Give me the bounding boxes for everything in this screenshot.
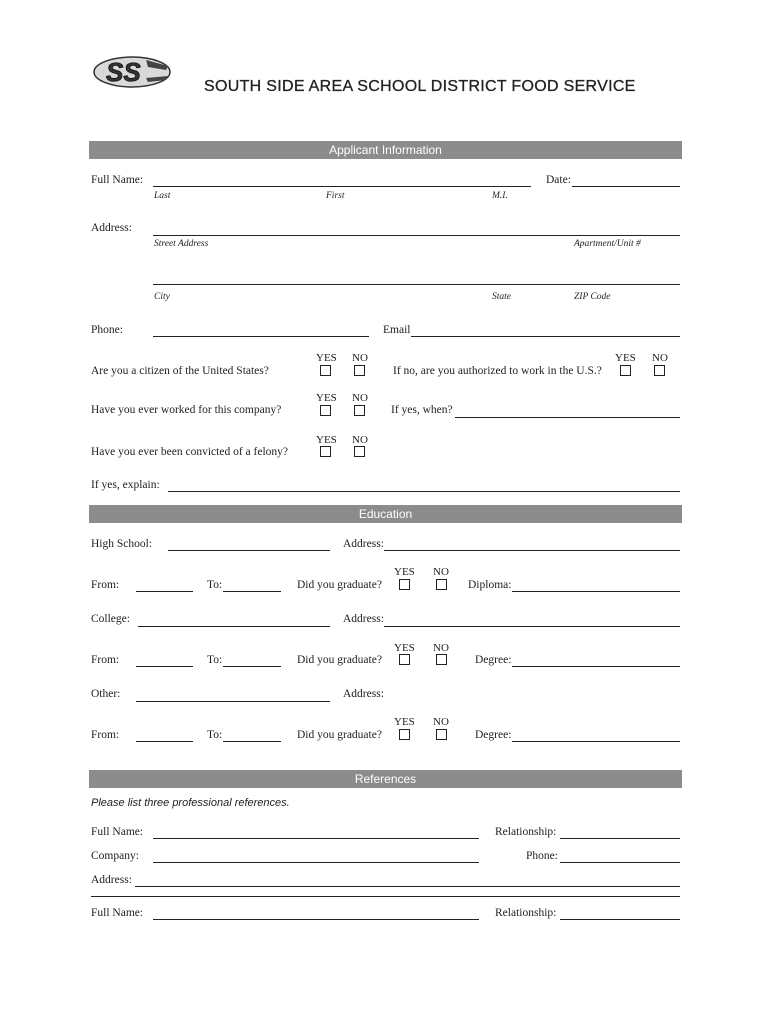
citizen-question: Are you a citizen of the United States?: [91, 365, 269, 377]
ref1-phone-field[interactable]: [560, 862, 680, 863]
college-address-label: Address:: [343, 613, 384, 625]
high-school-address-label: Address:: [343, 538, 384, 550]
ref1-phone-label: Phone:: [526, 850, 558, 862]
college-graduate-no-checkbox[interactable]: [436, 654, 447, 665]
college-to-label: To:: [207, 654, 223, 666]
authorized-no-label: NO: [652, 352, 668, 364]
felony-yes-checkbox[interactable]: [320, 446, 331, 457]
worked-no-checkbox[interactable]: [354, 405, 365, 416]
ref2-full-name-label: Full Name:: [91, 907, 144, 919]
ref2-full-name-field[interactable]: [153, 919, 479, 920]
date-field[interactable]: [572, 186, 680, 187]
ref1-full-name-field[interactable]: [153, 838, 479, 839]
college-graduate-yes-checkbox[interactable]: [399, 654, 410, 665]
last-name-caption: Last: [154, 191, 171, 201]
other-graduate-no-label: NO: [433, 716, 449, 728]
ref2-relationship-field[interactable]: [560, 919, 680, 920]
other-graduate-question: Did you graduate?: [297, 729, 382, 741]
other-label: Other:: [91, 688, 121, 700]
date-label: Date:: [546, 174, 571, 186]
college-from-field[interactable]: [136, 666, 193, 667]
high-school-address-field[interactable]: [384, 550, 680, 551]
worked-yes-checkbox[interactable]: [320, 405, 331, 416]
hs-from-label: From:: [91, 579, 120, 591]
citizen-no-checkbox[interactable]: [354, 365, 365, 376]
ref1-relationship-field[interactable]: [560, 838, 680, 839]
svg-text:SS: [106, 57, 141, 87]
hs-graduate-yes-label: YES: [394, 566, 415, 578]
address-label: Address:: [91, 222, 132, 234]
worked-when-field[interactable]: [455, 417, 680, 418]
other-to-label: To:: [207, 729, 223, 741]
worked-question: Have you ever worked for this company?: [91, 404, 282, 416]
other-graduate-yes-label: YES: [394, 716, 415, 728]
ref1-relationship-label: Relationship:: [495, 826, 557, 838]
street-address-caption: Street Address: [154, 239, 209, 249]
ref1-full-name-label: Full Name:: [91, 826, 144, 838]
other-degree-field[interactable]: [512, 741, 680, 742]
other-from-field[interactable]: [136, 741, 193, 742]
first-name-caption: First: [326, 191, 345, 201]
other-from-label: From:: [91, 729, 120, 741]
college-field[interactable]: [138, 626, 330, 627]
explain-field[interactable]: [168, 491, 680, 492]
college-label: College:: [91, 613, 130, 625]
other-degree-label: Degree:: [475, 729, 512, 741]
other-address-label: Address:: [343, 688, 384, 700]
college-graduate-question: Did you graduate?: [297, 654, 382, 666]
explain-label: If yes, explain:: [91, 479, 160, 491]
education-header: Education: [89, 505, 682, 523]
phone-label: Phone:: [91, 324, 123, 336]
college-degree-label: Degree:: [475, 654, 512, 666]
ref1-company-field[interactable]: [153, 862, 479, 863]
college-from-label: From:: [91, 654, 120, 666]
other-field[interactable]: [136, 701, 330, 702]
authorized-question: If no, are you authorized to work in the U.S.?: [393, 365, 602, 377]
other-graduate-no-checkbox[interactable]: [436, 729, 447, 740]
hs-graduate-no-checkbox[interactable]: [436, 579, 447, 590]
hs-graduate-no-label: NO: [433, 566, 449, 578]
high-school-field[interactable]: [168, 550, 330, 551]
phone-field[interactable]: [153, 336, 369, 337]
ref1-company-label: Company:: [91, 850, 139, 862]
ref1-address-label: Address:: [91, 874, 132, 886]
state-caption: State: [492, 292, 511, 302]
citizen-yes-checkbox[interactable]: [320, 365, 331, 376]
ref2-relationship-label: Relationship:: [495, 907, 557, 919]
full-name-label: Full Name:: [91, 174, 144, 186]
other-to-field[interactable]: [223, 741, 281, 742]
felony-yes-label: YES: [316, 434, 337, 446]
email-field[interactable]: [411, 336, 680, 337]
page-title: SOUTH SIDE AREA SCHOOL DISTRICT FOOD SERVICE: [204, 78, 636, 95]
references-note: Please list three professional references.: [91, 797, 290, 809]
ref1-address-field[interactable]: [135, 886, 680, 887]
college-address-field[interactable]: [384, 626, 680, 627]
college-degree-field[interactable]: [512, 666, 680, 667]
authorized-yes-label: YES: [615, 352, 636, 364]
applicant-information-header: Applicant Information: [89, 141, 682, 159]
city-caption: City: [154, 292, 170, 302]
zip-caption: ZIP Code: [574, 292, 611, 302]
hs-to-label: To:: [207, 579, 223, 591]
middle-initial-caption: M.I.: [492, 191, 508, 201]
full-name-field[interactable]: [153, 186, 531, 187]
hs-graduate-question: Did you graduate?: [297, 579, 382, 591]
college-graduate-yes-label: YES: [394, 642, 415, 654]
authorized-no-checkbox[interactable]: [654, 365, 665, 376]
worked-no-label: NO: [352, 392, 368, 404]
citizen-yes-label: YES: [316, 352, 337, 364]
felony-no-label: NO: [352, 434, 368, 446]
diploma-field[interactable]: [512, 591, 680, 592]
city-state-zip-field[interactable]: [153, 284, 680, 285]
felony-question: Have you ever been convicted of a felony?: [91, 446, 289, 458]
citizen-no-label: NO: [352, 352, 368, 364]
references-header: References: [89, 770, 682, 788]
ref1-divider: [91, 896, 680, 897]
apartment-caption: Apartment/Unit #: [574, 239, 641, 249]
street-address-field[interactable]: [153, 235, 680, 236]
other-graduate-yes-checkbox[interactable]: [399, 729, 410, 740]
worked-yes-label: YES: [316, 392, 337, 404]
logo-text: SS: [106, 57, 141, 87]
felony-no-checkbox[interactable]: [354, 446, 365, 457]
hs-to-field[interactable]: [223, 591, 281, 592]
high-school-label: High School:: [91, 538, 153, 550]
district-logo: [92, 48, 174, 92]
diploma-label: Diploma:: [468, 579, 512, 591]
authorized-yes-checkbox[interactable]: [620, 365, 631, 376]
college-to-field[interactable]: [223, 666, 281, 667]
college-graduate-no-label: NO: [433, 642, 449, 654]
hs-graduate-yes-checkbox[interactable]: [399, 579, 410, 590]
worked-when-label: If yes, when?: [391, 404, 453, 416]
email-label: Email: [383, 324, 411, 336]
hs-from-field[interactable]: [136, 591, 193, 592]
